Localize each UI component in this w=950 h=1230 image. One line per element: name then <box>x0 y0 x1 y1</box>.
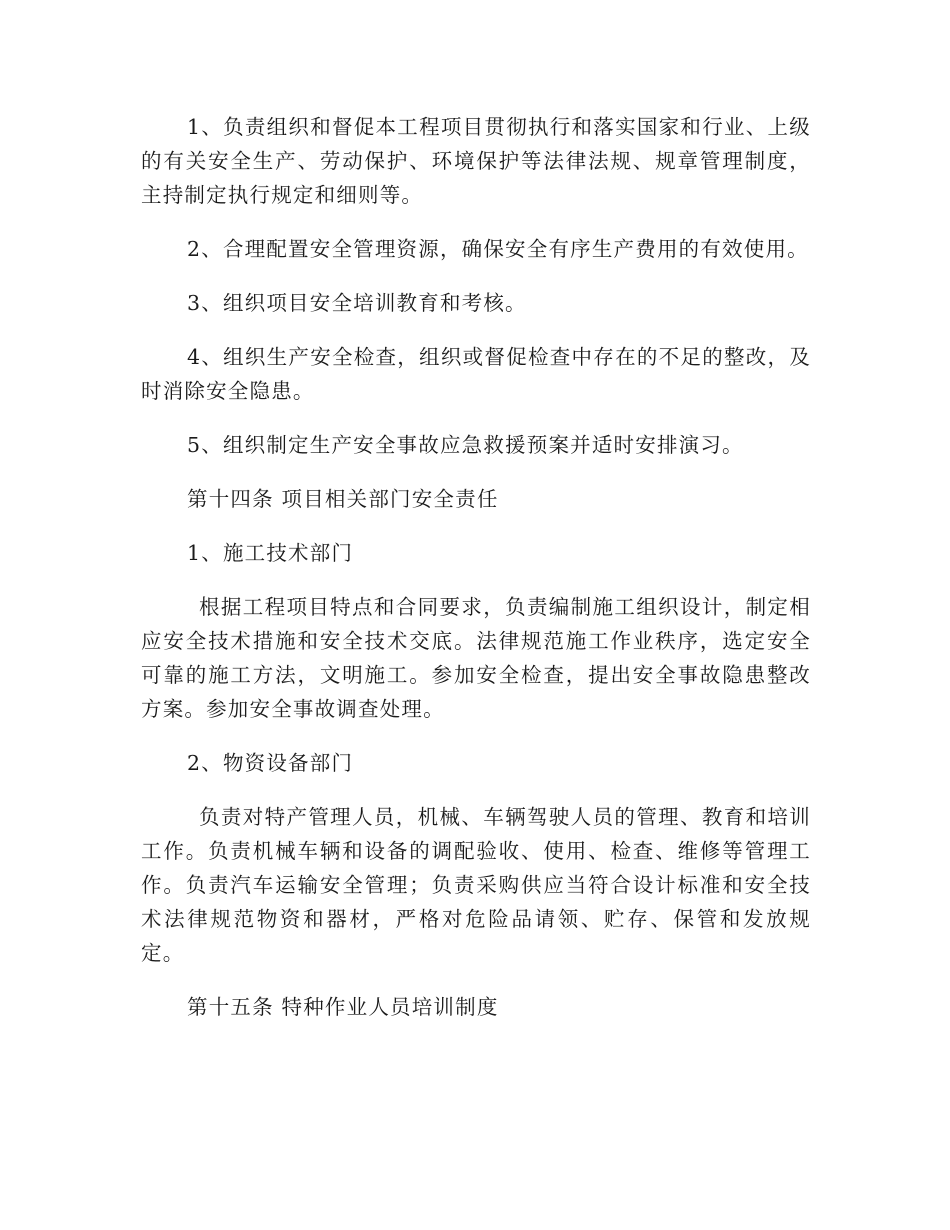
paragraph-duty-1: 1、负责组织和督促本工程项目贯彻执行和落实国家和行业、上级的有关安全生产、劳动保护、环境保护等法律法规、规章管理制度，主持制定执行规定和细则等。 <box>141 115 811 207</box>
paragraph-duty-2: 2、合理配置安全管理资源，确保安全有序生产费用的有效使用。 <box>187 237 809 261</box>
section-materials-equipment-heading: 2、物资设备部门 <box>187 751 354 775</box>
document-body <box>141 110 811 1024</box>
article-14-heading: 第十四条 项目相关部门安全责任 <box>187 487 499 511</box>
article-15-heading: 第十五条 特种作业人员培训制度 <box>187 995 499 1019</box>
paragraph-materials-equipment: 负责对特产管理人员，机械、车辆驾驶人员的管理、教育和培训工作。负责机械车辆和设备的调配验收、使用、检查、维修等管理工作。负责汽车运输安全管理；负责采购供应当符合设计标准和安全技术法律规范物资和器材，严格对危险品请领、贮存、保管和发放规定。 <box>141 805 811 965</box>
paragraph-construction-tech: 根据工程项目特点和合同要求，负责编制施工组织设计，制定相应安全技术措施和安全技术交底。法律规范施工作业秩序，选定安全可靠的施工方法，文明施工。参加安全检查，提出安全事故隐患整改方案。参加安全事故调查处理。 <box>141 595 811 721</box>
paragraph-duty-4: 4、组织生产安全检查，组织或督促检查中存在的不足的整改，及时消除安全隐患。 <box>141 345 811 403</box>
paragraph-duty-3: 3、组织项目安全培训教育和考核。 <box>187 291 527 315</box>
paragraph-duty-5: 5、组织制定生产安全事故应急救援预案并适时安排演习。 <box>187 433 744 457</box>
section-construction-tech-heading: 1、施工技术部门 <box>187 541 354 565</box>
